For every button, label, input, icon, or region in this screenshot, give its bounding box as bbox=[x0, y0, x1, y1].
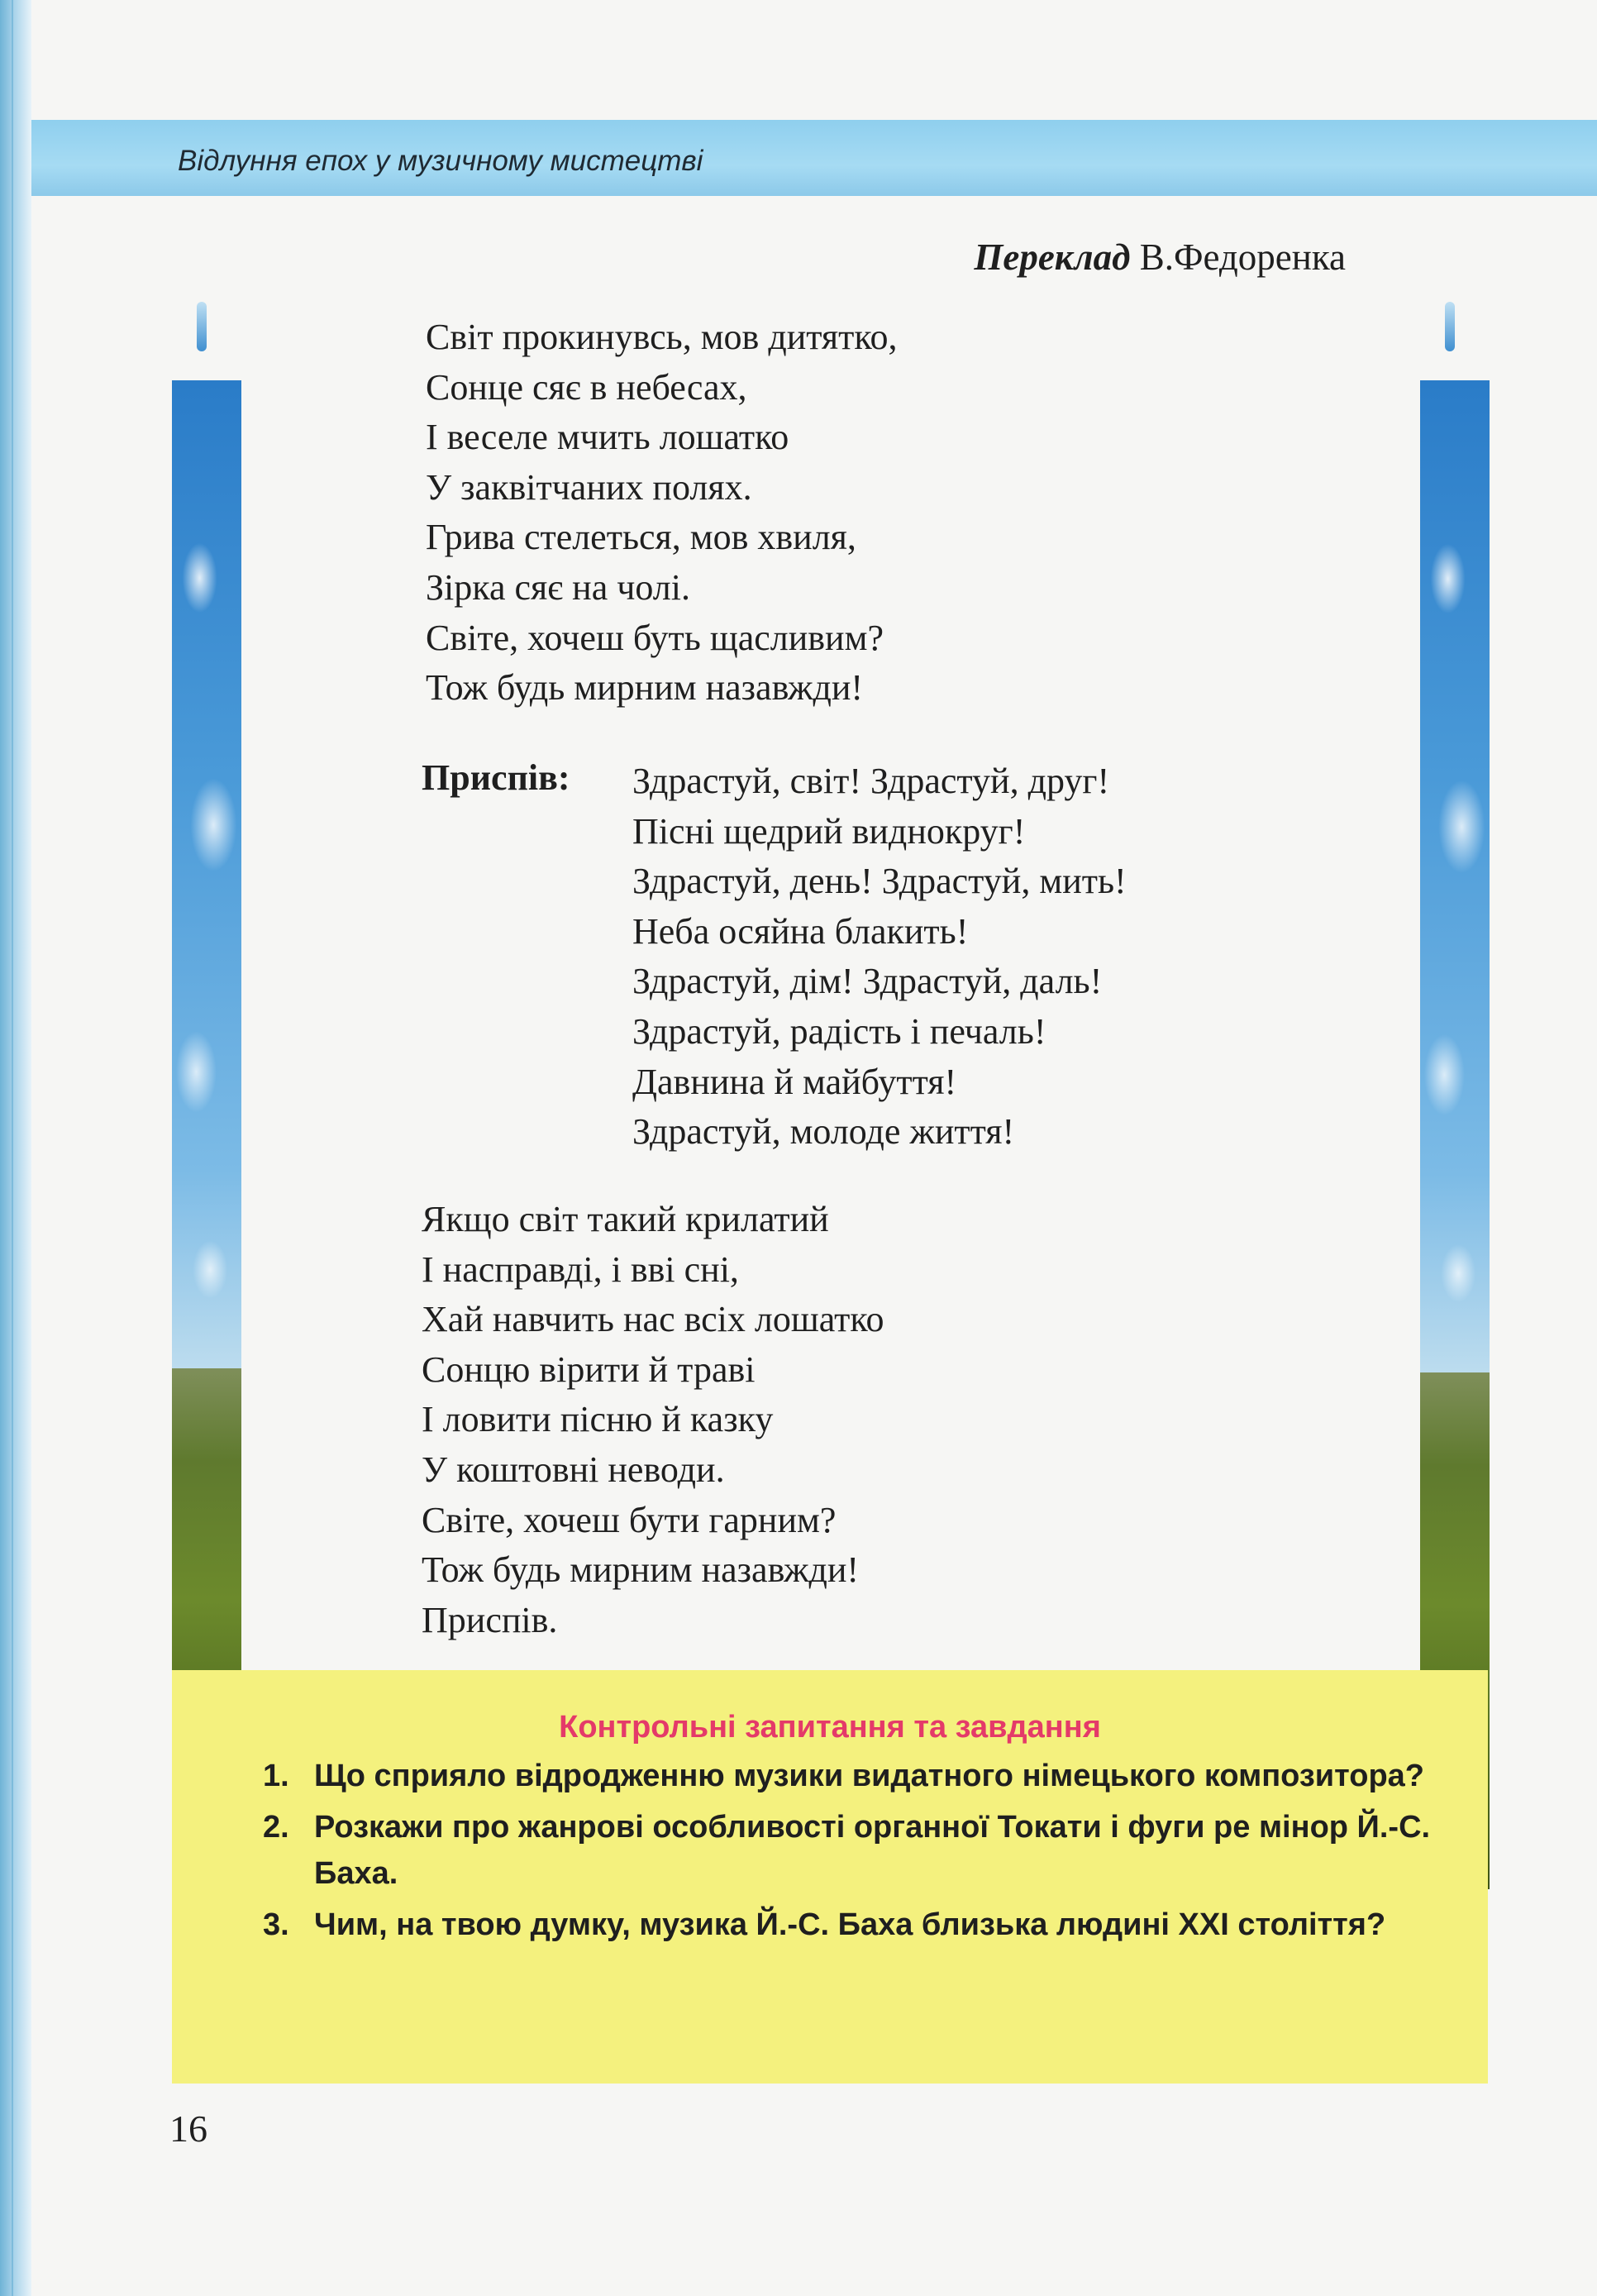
verse-line: Якщо світ такий крилатий bbox=[422, 1199, 829, 1239]
verse-line: Грива стелеться, мов хвиля, bbox=[426, 517, 856, 558]
question-text: Розкажи про жанрові особливості органної Токати і фуги ре мінор Й.-С. Баха. bbox=[314, 1810, 1431, 1891]
chorus-repeat-marker: Приспів. bbox=[422, 1599, 558, 1640]
question-number: 1. bbox=[263, 1759, 289, 1793]
landscape-strip-left bbox=[172, 302, 241, 1587]
landscape-strip-right bbox=[1420, 302, 1490, 1592]
verse-line: Сонцю вірити й траві bbox=[422, 1348, 756, 1390]
question-item bbox=[263, 1804, 1453, 1897]
verse-line: Світ прокинувсь, мов дитятко, bbox=[426, 317, 898, 357]
verse-2 bbox=[422, 1195, 884, 1645]
verse-line: Світе, хочеш бути гарним? bbox=[422, 1499, 837, 1540]
verse-line: У коштовні неводи. bbox=[422, 1449, 725, 1490]
verse-line: Хай навчить нас всіх лошатко bbox=[422, 1299, 884, 1340]
verse-line: Тож будь мирним назавжди! bbox=[426, 667, 864, 709]
translator-name: В.Федоренка bbox=[1139, 236, 1346, 278]
chorus-line: Здрастуй, радість і печаль! bbox=[632, 1010, 1046, 1052]
verse-line: Зірка сяє на чолі. bbox=[426, 566, 690, 608]
chorus-line: Неба осяйна блакить! bbox=[632, 910, 969, 952]
page-edge bbox=[0, 0, 31, 2296]
questions-list bbox=[263, 1753, 1453, 1953]
chorus-line: Здрастуй, молоде життя! bbox=[632, 1111, 1015, 1153]
running-head: Відлуння епох у музичному мистецтві bbox=[178, 145, 703, 177]
verse-line: І веселе мчить лошатко bbox=[426, 417, 789, 458]
page-number: 16 bbox=[169, 2107, 207, 2150]
translator-label: Переклад bbox=[974, 236, 1131, 278]
question-text: Чим, на твою думку, музика Й.-С. Баха близька людині XXI століття? bbox=[314, 1907, 1386, 1942]
chorus-line: Здрастуй, дім! Здрастуй, даль! bbox=[632, 961, 1103, 1002]
chorus-line: Давнина й майбуття! bbox=[632, 1061, 957, 1102]
chorus-line: Здрастуй, день! Здрастуй, мить! bbox=[632, 861, 1127, 902]
chorus-line: Пісні щедрий виднокруг! bbox=[632, 810, 1026, 852]
chorus bbox=[632, 757, 1127, 1158]
question-text: Що сприяло відродженню музики видатного німецького композитора? bbox=[314, 1759, 1425, 1793]
verse-line: І насправді, і вві сні, bbox=[422, 1248, 739, 1290]
chorus-label: Приспів: bbox=[422, 757, 570, 798]
verse-line: Сонце сяє в небесах, bbox=[426, 366, 747, 408]
translator-credit bbox=[974, 236, 1346, 279]
questions-title: Контрольні запитання та завдання bbox=[559, 1710, 1101, 1745]
verse-line: Світе, хочеш буть щасливим? bbox=[426, 617, 884, 658]
question-item bbox=[263, 1753, 1453, 1799]
chorus-line: Здрастуй, світ! Здрастуй, друг! bbox=[632, 761, 1110, 801]
verse-line: Тож будь мирним назавжди! bbox=[422, 1549, 860, 1591]
verse-1 bbox=[426, 313, 898, 714]
question-number: 3. bbox=[263, 1907, 289, 1942]
question-number: 2. bbox=[263, 1810, 289, 1845]
questions-box bbox=[172, 1670, 1488, 2084]
verse-line: У заквітчаних полях. bbox=[426, 466, 752, 508]
verse-line: І ловити пісню й казку bbox=[422, 1399, 774, 1440]
question-item bbox=[263, 1902, 1453, 1948]
